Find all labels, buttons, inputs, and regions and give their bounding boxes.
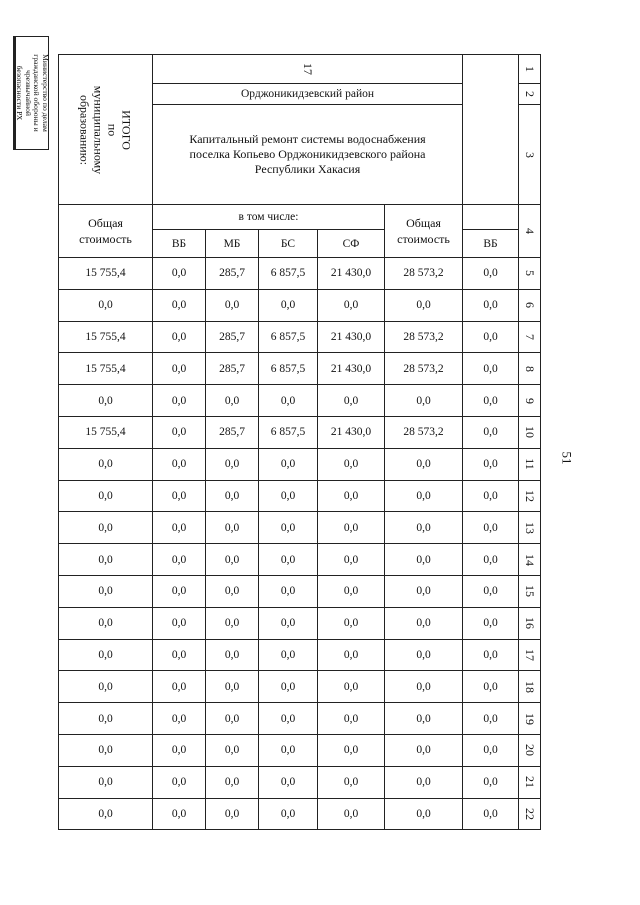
row-number-cell [519, 575, 541, 607]
table-cell: 0,0 [153, 734, 206, 766]
table-cell: 0,0 [153, 798, 206, 830]
row-number-cell: 3 [519, 105, 541, 205]
table-row [59, 512, 541, 544]
total-cost-label: Общая стоимость [79, 216, 132, 246]
row-number-cell [519, 289, 541, 321]
table-cell: 0,0 [59, 639, 153, 671]
table-cell: 0,0 [463, 734, 519, 766]
table-cell: 0,0 [153, 385, 206, 417]
table-cell: 6 857,5 [259, 258, 318, 290]
table-cell: 0,0 [59, 512, 153, 544]
table-cell: 0,0 [153, 512, 206, 544]
row-number-cell [519, 544, 541, 576]
table-row [59, 607, 541, 639]
table-cell: 0,0 [318, 766, 385, 798]
table-cell: 0,0 [259, 798, 318, 830]
row-number: 20 [522, 744, 537, 757]
row-number: 16 [522, 617, 537, 630]
row-number: 8 [522, 365, 537, 372]
table-cell: 15 755,4 [59, 321, 153, 353]
col-header-vb: ВБ [153, 230, 206, 258]
table-cell: 0,0 [385, 289, 463, 321]
table-cell: 0,0 [259, 448, 318, 480]
table-cell: 0,0 [259, 734, 318, 766]
table-cell: 0,0 [318, 480, 385, 512]
table-cell: 0,0 [463, 544, 519, 576]
table-cell: 28 573,2 [385, 258, 463, 290]
row-number: 11 [522, 458, 537, 470]
registration-stamp [13, 36, 49, 150]
table-cell: 0,0 [463, 671, 519, 703]
table-row [59, 639, 541, 671]
table-cell: 0,0 [318, 639, 385, 671]
table-cell: 0,0 [59, 448, 153, 480]
table-cell: 0,0 [59, 798, 153, 830]
table-cell: 0,0 [206, 512, 259, 544]
row-number: 10 [522, 426, 537, 439]
row-number-cell [519, 766, 541, 798]
table-cell: 28 573,2 [385, 416, 463, 448]
table-cell: 0,0 [463, 575, 519, 607]
table-cell: 0,0 [206, 289, 259, 321]
table-cell: 0,0 [259, 766, 318, 798]
table-cell: 28 573,2 [385, 353, 463, 385]
table-cell: 0,0 [385, 512, 463, 544]
row-number-cell [519, 321, 541, 353]
table-cell: 0,0 [153, 607, 206, 639]
table-cell: 0,0 [463, 321, 519, 353]
itogo-header-cell [59, 55, 153, 205]
object-title: Капитальный ремонт системы водоснабжения поселка Копьево Орджоникидзевского района Республики Хакасия [189, 132, 426, 176]
table-cell: 0,0 [259, 385, 318, 417]
row-number: 19 [522, 712, 537, 725]
row-number-cell: 2 [519, 84, 541, 105]
table-cell: 0,0 [153, 703, 206, 735]
budget-table [58, 54, 541, 830]
table-cell: 0,0 [153, 321, 206, 353]
table-cell: 0,0 [318, 671, 385, 703]
table-cell: 0,0 [463, 416, 519, 448]
table-cell: 0,0 [318, 385, 385, 417]
col-header-sf: СФ [318, 230, 385, 258]
table-cell: 0,0 [385, 639, 463, 671]
table-cell: 21 430,0 [318, 321, 385, 353]
table-cell: 0,0 [206, 448, 259, 480]
table-cell: 0,0 [153, 480, 206, 512]
table-cell: 0,0 [318, 575, 385, 607]
col-header-bs: БС [259, 230, 318, 258]
total-cost-label-2: Общая стоимость [397, 216, 450, 246]
table-cell: 0,0 [318, 798, 385, 830]
table-cell: 0,0 [153, 671, 206, 703]
table-cell: 21 430,0 [318, 416, 385, 448]
table-cell: 0,0 [206, 703, 259, 735]
table-cell: 285,7 [206, 258, 259, 290]
row-number-cell [519, 734, 541, 766]
table-cell: 0,0 [385, 607, 463, 639]
row-number-cell [519, 385, 541, 417]
table-cell: 0,0 [153, 416, 206, 448]
row-number-cell: 1 [519, 55, 541, 84]
table-cell: 6 857,5 [259, 416, 318, 448]
row-number-cell [519, 416, 541, 448]
table-row [59, 734, 541, 766]
row-number: 17 [522, 648, 537, 661]
table-cell: 0,0 [259, 639, 318, 671]
row-number: 15 [522, 585, 537, 598]
table-cell: 0,0 [463, 480, 519, 512]
table-cell: 0,0 [153, 766, 206, 798]
row-number-cell: 4 [519, 205, 541, 258]
table-cell: 21 430,0 [318, 258, 385, 290]
table-cell: 15 755,4 [59, 258, 153, 290]
row-number-cell [519, 448, 541, 480]
row-number: 22 [522, 807, 537, 820]
table-row [59, 766, 541, 798]
table-cell: 0,0 [385, 448, 463, 480]
row-number-cell [519, 703, 541, 735]
table-cell: 0,0 [59, 671, 153, 703]
table-cell: 0,0 [259, 607, 318, 639]
empty-header-cell [463, 55, 519, 205]
table-cell: 0,0 [59, 289, 153, 321]
district-cell [153, 84, 463, 105]
table-cell: 0,0 [318, 512, 385, 544]
table-row [59, 671, 541, 703]
table-cell: 0,0 [463, 289, 519, 321]
row-number: 14 [522, 553, 537, 566]
table-cell: 0,0 [206, 385, 259, 417]
total-cost-header [59, 205, 153, 258]
table-row [59, 353, 541, 385]
table-cell: 0,0 [259, 671, 318, 703]
table-cell: 0,0 [259, 480, 318, 512]
table-cell: 0,0 [385, 544, 463, 576]
table-cell: 0,0 [463, 512, 519, 544]
table-cell: 0,0 [59, 385, 153, 417]
row-number-cell [519, 607, 541, 639]
table-row [59, 448, 541, 480]
table-row [59, 321, 541, 353]
table-cell: 0,0 [463, 703, 519, 735]
table-cell: 0,0 [463, 607, 519, 639]
table-cell: 0,0 [463, 766, 519, 798]
table-cell: 0,0 [318, 544, 385, 576]
empty-vb-top [463, 205, 519, 230]
table-row [59, 385, 541, 417]
table-row [59, 480, 541, 512]
total-cost-header-2 [385, 205, 463, 258]
row-number-cell [519, 353, 541, 385]
table-cell: 0,0 [206, 480, 259, 512]
table-row [59, 258, 541, 290]
table-cell: 6 857,5 [259, 353, 318, 385]
table-cell: 285,7 [206, 321, 259, 353]
table-cell: 0,0 [318, 448, 385, 480]
table-cell: 0,0 [59, 734, 153, 766]
row-number: 9 [522, 397, 537, 404]
table-cell: 0,0 [318, 289, 385, 321]
object-number: 17 [300, 63, 315, 75]
row-number-cell [519, 798, 541, 830]
row-number-cell [519, 639, 541, 671]
stamp-text: Министерство по делам гражданской обороны и чрезвычайной безопасности РХ [15, 54, 51, 132]
table-cell: 0,0 [206, 734, 259, 766]
table-cell: 0,0 [206, 766, 259, 798]
table-row [59, 289, 541, 321]
table-cell: 285,7 [206, 353, 259, 385]
row-number: 7 [522, 333, 537, 340]
row-number: 18 [522, 680, 537, 693]
table-cell: 0,0 [206, 544, 259, 576]
table-cell: 6 857,5 [259, 321, 318, 353]
col-header-vb-2: ВБ [463, 230, 519, 258]
table-cell: 0,0 [259, 544, 318, 576]
table-cell: 0,0 [206, 671, 259, 703]
table-cell: 0,0 [259, 512, 318, 544]
table-cell: 0,0 [59, 703, 153, 735]
table-cell: 0,0 [463, 639, 519, 671]
table-cell: 28 573,2 [385, 321, 463, 353]
row-number-cell [519, 480, 541, 512]
table-cell: 0,0 [259, 575, 318, 607]
table-cell: 0,0 [206, 639, 259, 671]
table-row [59, 544, 541, 576]
table-cell: 0,0 [259, 703, 318, 735]
district-name: Орджоникидзевский район [241, 88, 375, 100]
table-cell: 0,0 [385, 703, 463, 735]
table-cell: 0,0 [385, 798, 463, 830]
row-number: 12 [522, 489, 537, 502]
table-cell: 21 430,0 [318, 353, 385, 385]
object-title-cell [153, 105, 463, 205]
table-row [59, 703, 541, 735]
row-number: 13 [522, 521, 537, 534]
row-number-cell [519, 512, 541, 544]
table-cell: 0,0 [385, 671, 463, 703]
itogo-label: ИТОГО по муниципальному образованию: [77, 85, 134, 174]
table-cell: 285,7 [206, 416, 259, 448]
table-cell: 0,0 [206, 607, 259, 639]
table-cell: 0,0 [385, 734, 463, 766]
table-cell: 0,0 [153, 448, 206, 480]
table-row [59, 416, 541, 448]
row-number-cell [519, 671, 541, 703]
table-cell: 0,0 [153, 575, 206, 607]
row-number: 5 [522, 270, 537, 277]
table-cell: 0,0 [206, 575, 259, 607]
page-number: 51 [559, 451, 575, 465]
row-number: 6 [522, 302, 537, 309]
table-row [59, 575, 541, 607]
table-row [59, 798, 541, 830]
table-cell: 0,0 [153, 258, 206, 290]
table-cell: 0,0 [59, 480, 153, 512]
table-cell: 0,0 [153, 289, 206, 321]
table-cell: 0,0 [206, 798, 259, 830]
table-cell: 0,0 [463, 353, 519, 385]
table-cell: 0,0 [463, 258, 519, 290]
table-cell: 0,0 [153, 353, 206, 385]
table-cell: 0,0 [259, 289, 318, 321]
table-cell: 0,0 [318, 607, 385, 639]
row-number-cell [519, 258, 541, 290]
table-cell: 0,0 [153, 639, 206, 671]
table-cell: 0,0 [153, 544, 206, 576]
table-cell: 0,0 [59, 544, 153, 576]
table-cell: 0,0 [59, 607, 153, 639]
table-cell: 0,0 [59, 766, 153, 798]
including-label: в том числе: [238, 211, 299, 223]
including-header [153, 205, 385, 230]
table-cell: 0,0 [385, 575, 463, 607]
table-cell: 0,0 [385, 480, 463, 512]
table-cell: 0,0 [318, 703, 385, 735]
table-cell: 0,0 [463, 448, 519, 480]
table-cell: 15 755,4 [59, 416, 153, 448]
table-cell: 0,0 [385, 385, 463, 417]
table-cell: 0,0 [463, 385, 519, 417]
table-cell: 0,0 [463, 798, 519, 830]
object-number-cell [153, 55, 463, 84]
table-cell: 15 755,4 [59, 353, 153, 385]
row-number: 21 [522, 776, 537, 789]
table-cell: 0,0 [318, 734, 385, 766]
col-header-mb: МБ [206, 230, 259, 258]
table-cell: 0,0 [385, 766, 463, 798]
table-cell: 0,0 [59, 575, 153, 607]
